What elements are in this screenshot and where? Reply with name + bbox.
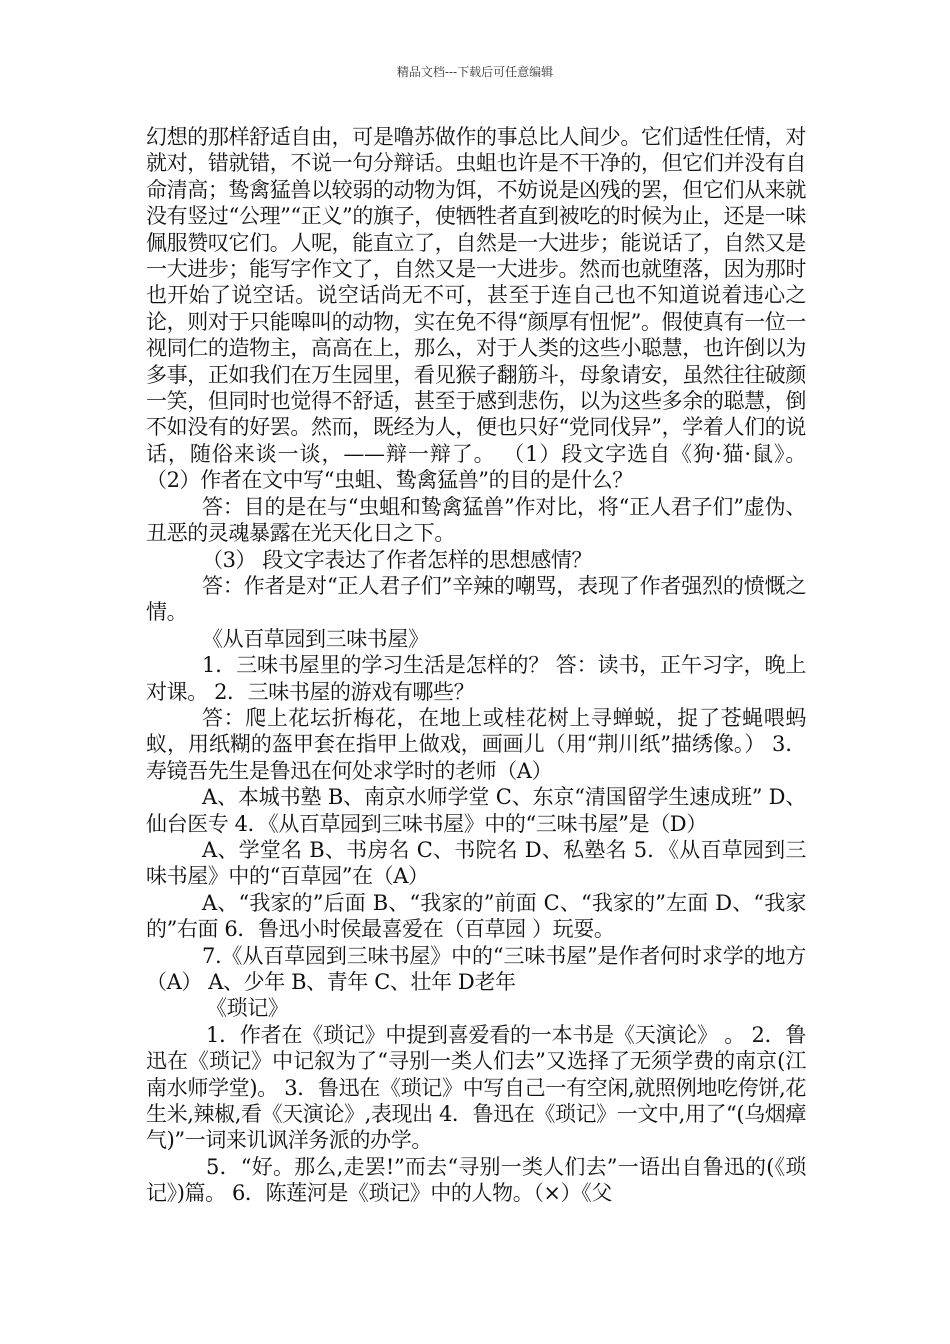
paragraph-baicaoyuan-q3-options: A、本城书塾 B、南京水师学堂 C、东京“清国留学生速成班” D、仙台医专 4．《从百草园到三味书屋》中的“三味书屋”是（D） — [146, 785, 806, 836]
paragraph-baicaoyuan-q5-options: A、“我家的”后面 B、“我家的”前面 C、“我家的”左面 D、“我家的”右面 6．鲁迅小时侯最喜爱在（百草园 ）玩耍。 — [146, 890, 806, 942]
paragraph-suoji-items-cont: 5．“好。那么,走罢!”而去“寻别一类人们去”一语出自鲁迅的(《琐记》)篇。 6．陈莲河是《琐记》中的人物。（×）《父 — [146, 1154, 806, 1206]
paragraph-baicaoyuan-q7: 7.《从百草园到三味书屋》中的“三味书屋”是作者何时求学的地方（A） A、少年 B、青年 C、壮年 D老年 — [146, 943, 806, 994]
page-header: 精品文档---下载后可任意编辑 — [396, 65, 554, 79]
paragraph-baicaoyuan-q1: 1．三味书屋里的学习生活是怎样的？ 答：读书，正午习字，晚上对课。 2．三味书屋的游戏有哪些？ — [146, 653, 806, 704]
document-body — [146, 124, 806, 1207]
paragraph-baicaoyuan-q4-options: A、学堂名 B、书房名 C、书院名 D、私塾名 5．《从百草园到三味书屋》中的“百草园”在（A） — [146, 837, 806, 889]
paragraph-suoji-items: 1．作者在《琐记》中提到喜爱看的一本书是《天演论》 。 2．鲁迅在《琐记》中记叙为了“寻别一类人们去”又选择了无须学费的南京(江南水师学堂)。 3．鲁迅在《琐记》中写自己一有空闲,就照例地吃侉饼,花生米,辣椒,看《天演论》,表现出 4．鲁迅在《琐记》一文中,用了“(乌烟瘴气)”一词来讥讽洋务派的办学。 — [146, 1022, 806, 1153]
section-title-suoji: 《琐记》 — [206, 996, 289, 1021]
section-title-baicaoyuan: 《从百草园到三味书屋》 — [202, 626, 429, 651]
paragraph-answer-3: 答：作者是对“正人君子们”辛辣的嘲骂，表现了作者强烈的愤慨之情。 — [146, 573, 806, 625]
paragraph-baicaoyuan-a2: 答：爬上花坛折梅花，在地上或桂花树上寻蝉蜕，捉了苍蝇喂蚂蚁，用纸糊的盔甲套在指甲上做戏，画画儿（用“荆川纸”描绣像。） 3．寿镜吾先生是鲁迅在何处求学时的老师（A） — [146, 705, 806, 783]
paragraph-passage: 幻想的那样舒适自由，可是噜苏做作的事总比人间少。它们适性任情，对就对，错就错，不说一句分辩话。虫蛆也许是不干净的，但它们并没有自命清高；鸷禽猛兽以较弱的动物为饵，不妨说是凶残的罢，但它们从来就没有竖过“公理”“正义”的旗子，使牺牲者直到被吃的时候为止，还是一味佩服赞叹它们。人呢，能直立了，自然是一大进步；能说话了，自然又是一大进步；能写字作文了，自然又是一大进步。然而也就堕落，因为那时也开始了说空话。说空话尚无不可，甚至于连自己也不知道说着违心之论，则对于只能嗥叫的动物，实在免不得“颜厚有忸怩”。假使真有一位一视同仁的造物主，高高在上，那么，对于人类的这些小聪慧，也许倒以为多事，正如我们在万生园里，看见猴子翻筋斗，母象请安，虽然往往破颜一笑，但同时也觉得不舒适，甚至于感到悲伤，以为这些多余的聪慧，倒不如没有的好罢。然而，既经为人，便也只好“党同伐异”，学着人们的说话，随俗来谈一谈，——辩一辩了。 （1）段文字选自《狗·猫·鼠》。 （2）作者在文中写“虫蛆、鸷禽猛兽”的目的是什么？ — [146, 125, 806, 493]
paragraph-question-3: （3） 段文字表达了作者怎样的思想感情？ — [202, 547, 593, 572]
paragraph-answer-2: 答：目的是在与“虫蛆和鸷禽猛兽”作对比，将“正人君子们”虚伪、丑恶的灵魂暴露在光天化日之下。 — [146, 494, 806, 546]
